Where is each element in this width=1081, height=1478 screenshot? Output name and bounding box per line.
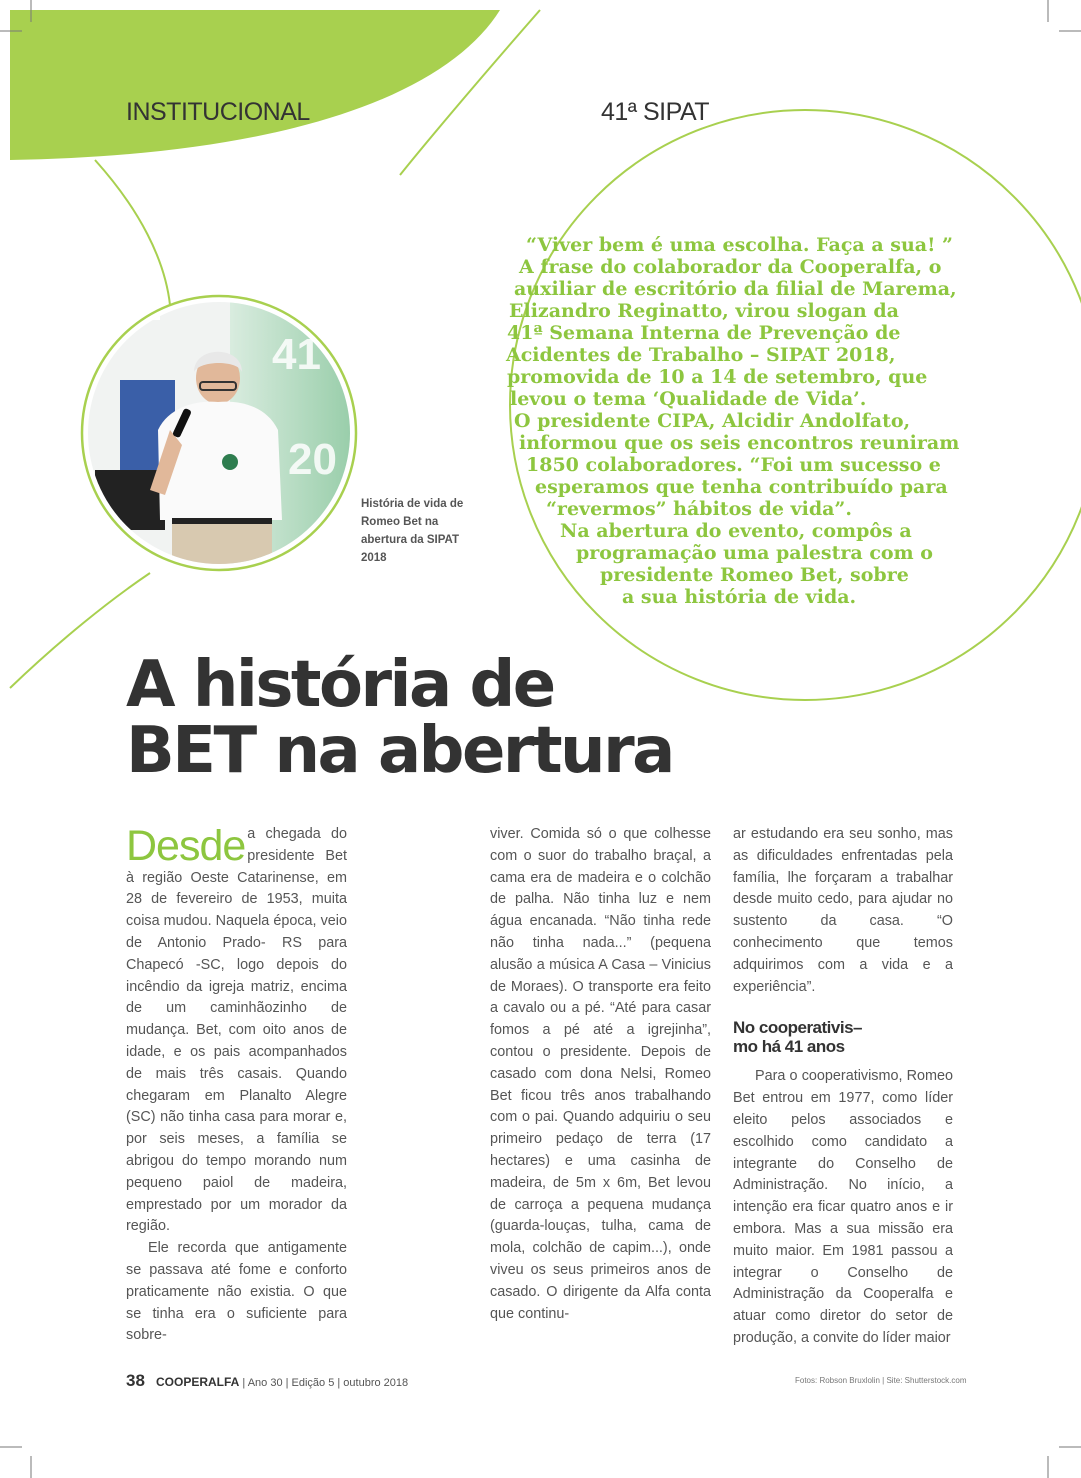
- quote-line: 41ª Semana Interna de Prevenção de: [507, 322, 901, 344]
- photo-caption: História de vida de Romeo Bet na abertura da SIPAT 2018: [361, 498, 464, 564]
- issue-info: | Ano 30 | Edição 5 | outubro 2018: [242, 1377, 409, 1389]
- headline-line-1: A história de: [126, 648, 554, 722]
- banner-digit-41: 41: [272, 330, 321, 379]
- quote-line: presidente Romeo Bet, sobre: [600, 564, 909, 586]
- quote-line: “revermos” hábitos de vida”.: [546, 498, 852, 520]
- paragraph: ar estudando era seu sonho, mas as dificuldades enfrentadas pela família, lhe forçaram a trabalhar desde muito cedo, para ajudar no sustento da casa. “O conhecimento que temos adquirimos com a vida e a experiência”.: [733, 826, 953, 995]
- quote-line: Na abertura do evento, compôs a: [560, 520, 912, 542]
- quote-line: Elizandro Reginatto, virou slogan da: [509, 300, 899, 322]
- footer-left: [126, 1371, 408, 1391]
- quote-line: Acidentes de Trabalho – SIPAT 2018,: [506, 344, 896, 366]
- quote-line: informou que os seis encontros reuniram: [519, 432, 960, 454]
- header-green-shape: [10, 10, 500, 160]
- quote-line: O presidente CIPA, Alcidir Andolfato,: [514, 410, 911, 432]
- subheading: [733, 1018, 953, 1056]
- banner-digit-20: 20: [288, 435, 337, 484]
- quote-line: auxiliar de escritório da filial de Marema,: [514, 278, 957, 300]
- magazine-name: COOPERALFA: [155, 1375, 240, 1389]
- photo-credits: Fotos: Robson Bruxlolin | Site: Shutterstock.com: [795, 1376, 967, 1385]
- quote-line: “Viver bem é uma escolha. Faça a sua! ”: [526, 234, 953, 256]
- arc-left: [95, 160, 170, 305]
- event-label: 41ª SIPAT: [601, 98, 710, 126]
- drop-cap: Desde: [126, 822, 246, 870]
- subheading-line-2: mo há 41 anos: [733, 1037, 845, 1057]
- quote-line: levou o tema ‘Qualidade de Vida’.: [510, 388, 867, 410]
- quote-line: programação uma palestra com o: [576, 542, 933, 564]
- quote-line: promovida de 10 a 14 de setembro, que: [507, 366, 928, 388]
- paragraph: viver. Comida só o que colhesse com o suor do trabalho braçal, a cama era de madeira e o colchão de palha. Não tinha luz e nem água encanada. “Não tinha rede não tinha nada...” (pequena alusão a música A Casa – Vinicius de Moraes). O transporte era feito a cavalo ou a pé. “Até para casar fomos a pé até a igrejinha”, contou o presidente. Depois de casado com dona Nelsi, Romeo Bet ficou três anos trabalhando com o pai. Quando adquiriu o seu primeiro pedaço de terra (17 hectares) e uma casinha de madeira, de 5m x 6m, Bet levou de carroça a pequena mudança (guarda-louças, tulha, cama de mola, colchão de capim...), onde viveu os seus primeiros anos de casado. O dirigente da Alfa conta que continu-: [490, 826, 711, 1322]
- section-label: INSTITUCIONAL: [126, 98, 310, 126]
- paragraph: Para o cooperativismo, Romeo Bet entrou em 1977, como líder eleito pelos associados e escolhido como candidato a integrante do Conselho de Administração. No início, a intenção era ficar quatro anos e ir embora. Mas a sua missão era muito maior. Em 1981 passou a integrar o Conselho de Administração da Cooperalfa e atuar como diretor do setor de produção, a convite do líder maior: [733, 1068, 953, 1346]
- article-column-3: [733, 824, 953, 1350]
- quote-line: esperamos que tenha contribuído para: [535, 476, 948, 498]
- quote-line: A frase do colaborador da Cooperalfa, o: [519, 256, 942, 278]
- quote-line: 1850 colaboradores. “Foi um sucesso e: [526, 454, 941, 476]
- article-column-2: [490, 824, 711, 1325]
- page-number: 38: [126, 1371, 145, 1390]
- headline-line-2: BET na abertura: [126, 714, 673, 788]
- quote-line: a sua história de vida.: [622, 586, 857, 608]
- subheading-line-1: No cooperativis–: [733, 1018, 862, 1038]
- article-column-1: [126, 824, 347, 1347]
- paragraph: Ele recorda que antigamente se passava até fome e conforto praticamente não existia. O que se tinha era o suficiente para sobre-: [126, 1240, 347, 1344]
- paragraph: a chegada do presidente Bet à região Oeste Catarinense, em 28 de fevereiro de 1953, muita coisa mudou. Naquela época, veio de Antonio Prado- RS para Chapecó -SC, logo depois do incêndio da igreja matriz, encima de um caminhãozinho de mudança. Bet, com oito anos de idade, e os pais acompanhados de mais três casais. Quando chegaram em Planalto Alegre (SC) não tinha casa para morar e, por seis meses, a família se abrigou do tempo morando num pequeno paiol de madeira, emprestado por um morador da região.: [126, 826, 347, 1235]
